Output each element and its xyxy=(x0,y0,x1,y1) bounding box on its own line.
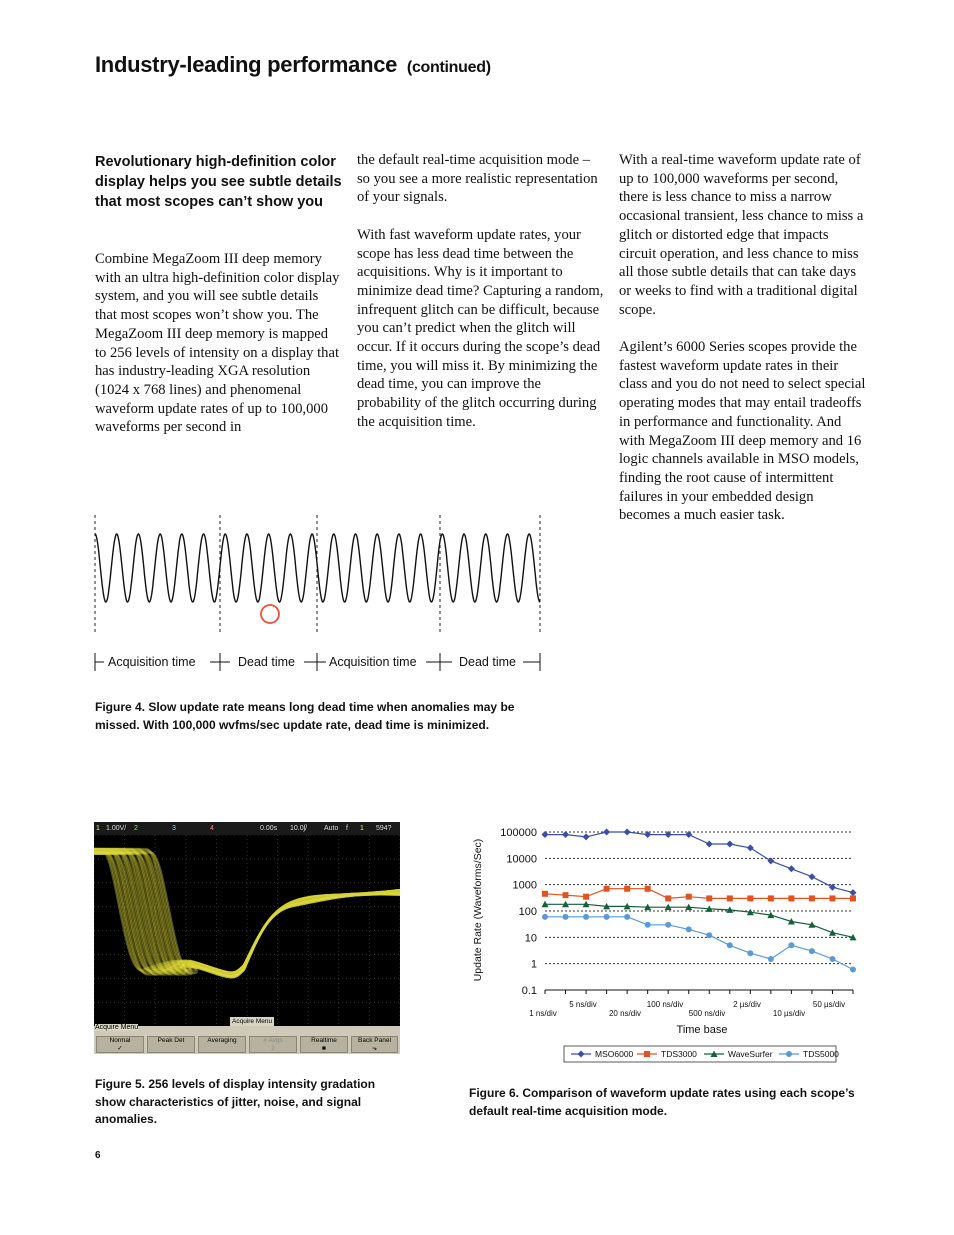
data-point xyxy=(604,886,610,892)
data-point xyxy=(850,889,857,896)
legend-label: TDS3000 xyxy=(661,1049,697,1059)
channel3-indicator: 3 xyxy=(172,825,176,832)
data-point xyxy=(726,841,733,848)
data-point xyxy=(542,914,548,920)
data-point xyxy=(727,895,733,901)
data-point xyxy=(644,1051,650,1057)
page-title-text: Industry-leading performance xyxy=(95,52,398,77)
figure4-caption: Figure 4. Slow update rate means long dead time when anomalies may be missed. With 100,000 wvfms/sec update rate, dead time is minimized. xyxy=(95,700,515,732)
channel2-indicator: 2 xyxy=(134,825,138,832)
y-tick-label: 100 xyxy=(518,906,537,918)
y-tick-label: 100000 xyxy=(500,827,537,839)
y-tick-label: 1000 xyxy=(512,879,537,892)
acquisition-time-label: Acquisition time xyxy=(329,655,417,669)
text-column-2 xyxy=(357,151,605,450)
trigger-mode: Auto xyxy=(324,825,339,832)
data-point xyxy=(829,929,836,936)
figure5-caption: Figure 5. 256 levels of display intensity gradation show characteristics of jitter, noise, and signal anomalies. xyxy=(95,1077,376,1126)
x-tick-label: 1 ns/div xyxy=(529,1009,557,1018)
x-tick-label: 5 ns/div xyxy=(569,1000,597,1009)
data-point xyxy=(665,922,671,928)
y-tick-label: 0.1 xyxy=(521,985,537,997)
legend-label: TDS5000 xyxy=(803,1049,839,1059)
button-label: Averaging xyxy=(207,1037,237,1044)
data-point xyxy=(786,1051,792,1057)
data-point xyxy=(583,894,589,900)
trigger-channel: 1 xyxy=(360,825,364,832)
figure4-diagram xyxy=(90,510,550,680)
data-point xyxy=(706,895,712,901)
data-point xyxy=(768,956,774,962)
button-label: Peak Det xyxy=(157,1037,185,1044)
num-avgs-button[interactable] xyxy=(249,1036,297,1053)
back-arrow-icon: ⬎ xyxy=(371,1045,378,1052)
data-point xyxy=(645,886,651,892)
data-point xyxy=(542,891,548,897)
data-point xyxy=(624,886,630,892)
data-point xyxy=(624,829,631,836)
x-tick-label: 50 µs/div xyxy=(812,1000,846,1009)
data-point xyxy=(850,895,856,901)
data-point xyxy=(706,932,712,938)
data-point xyxy=(808,873,815,880)
averaging-button[interactable] xyxy=(198,1036,246,1053)
update-rate-chart xyxy=(465,815,865,1070)
x-tick-label: 10 µs/div xyxy=(772,1009,806,1018)
data-point xyxy=(727,942,733,948)
series-line xyxy=(545,832,853,893)
data-point xyxy=(809,948,815,954)
data-point xyxy=(850,967,856,973)
data-point xyxy=(583,914,589,920)
y-tick-label: 1 xyxy=(530,958,537,971)
dead-time-label: Dead time xyxy=(238,655,295,669)
oscilloscope-screenshot xyxy=(94,822,400,1054)
paragraph: Combine MegaZoom III deep memory with an ultra high-definition color display system, and you will see subtle details that most scopes won’t show you. The MegaZoom III deep memory is mapped to 256 levels of intensity on a display that has industry-leading XGA resolution (1024 x 768 lines) and phenomenal waveform update rates of up to 100,000 waveforms per second in xyxy=(95,251,340,436)
data-point xyxy=(829,895,835,901)
text-column-3 xyxy=(619,151,867,544)
x-axis-label: Time base xyxy=(676,1024,728,1036)
data-point xyxy=(747,844,754,851)
page-number: 6 xyxy=(95,1150,101,1161)
menu-title: Acquire Menu xyxy=(95,1024,139,1031)
text-column-1 xyxy=(95,250,343,456)
button-label: Realtime xyxy=(311,1037,337,1044)
data-point xyxy=(624,914,630,920)
data-point xyxy=(809,895,815,901)
acquisition-time-label: Acquisition time xyxy=(108,655,196,669)
glitch-marker xyxy=(261,605,279,623)
series-line xyxy=(545,917,853,970)
trigger-level: 594? xyxy=(376,825,392,832)
page-title-suffix: (continued) xyxy=(406,59,491,76)
dead-time-label: Dead time xyxy=(459,655,516,669)
x-tick-label: 500 ns/div xyxy=(688,1009,726,1018)
button-label: # Avgs xyxy=(263,1037,283,1044)
y-axis-label: Update Rate (Waveforms/Sec) xyxy=(472,838,484,982)
y-tick-label: 10 xyxy=(524,932,537,945)
x-tick-label: 20 ns/div xyxy=(608,1009,642,1018)
data-point xyxy=(686,926,692,932)
normal-button[interactable] xyxy=(96,1036,144,1053)
trigger-edge: f xyxy=(346,825,348,832)
button-label: Normal xyxy=(109,1037,131,1044)
channel1-scale: 1.00V/ xyxy=(106,825,127,832)
check-icon: ✓ xyxy=(117,1045,123,1052)
back-panel-button[interactable] xyxy=(351,1036,398,1053)
sine-waveform xyxy=(95,534,540,602)
x-tick-label: 2 µs/div xyxy=(733,1000,761,1009)
series-line xyxy=(545,889,853,899)
scope-status-bar xyxy=(94,822,400,835)
data-point xyxy=(603,829,610,836)
scope-waveform-display xyxy=(94,835,400,1026)
paragraph: the default real-time acquisition mode – so you see a more realistic representation of your signals. xyxy=(357,152,598,206)
data-point xyxy=(788,942,794,948)
checkbox-icon: ■ xyxy=(322,1045,326,1052)
button-value: 2 xyxy=(271,1045,275,1052)
acquire-menu-bar xyxy=(94,1026,400,1054)
data-point xyxy=(788,865,795,872)
page-title xyxy=(95,52,491,78)
channel4-indicator: 4 xyxy=(210,825,214,832)
figure6-caption: Figure 6. Comparison of waveform update rates using each scope’s default real-time acquisition mode. xyxy=(469,1086,855,1118)
acquire-menu-popup: Acquire Menu xyxy=(232,1018,273,1025)
data-point xyxy=(747,950,753,956)
paragraph: Agilent’s 6000 Series scopes provide the fastest waveform update rates in their class and you do not need to select special operating modes that may entail tradeoffs in performance and functionality. And with MegaZoom III deep memory and 16 logic channels available in MSO models, finding the root cause of intermittent failures in your embedded design becomes a much easier task. xyxy=(619,339,866,524)
data-point xyxy=(788,895,794,901)
data-point xyxy=(706,841,713,848)
data-point xyxy=(747,895,753,901)
y-tick-label: 10000 xyxy=(506,853,537,866)
data-point xyxy=(583,833,590,840)
data-point xyxy=(665,895,671,901)
data-point xyxy=(768,895,774,901)
button-label: Back Panel xyxy=(358,1037,391,1044)
data-point xyxy=(542,831,549,838)
x-tick-label: 100 ns/div xyxy=(646,1000,684,1009)
time-scale: 10.0ʃ/ xyxy=(290,825,308,832)
channel1-indicator: 1 xyxy=(96,825,100,832)
paragraph: With a real-time waveform update rate of up to 100,000 waveforms per second, there is less chance to miss a narrow occasional transient, less chance to miss a glitch or distorted edge that impacts circuit operation, and less chance to miss all those subtle details that can take days or weeks to find with a traditional digital scope. xyxy=(619,152,864,318)
data-point xyxy=(562,831,569,838)
section-subheading: Revolutionary high-definition color display helps you see subtle details that most scopes can’t show you xyxy=(95,154,342,210)
time-offset: 0.00s xyxy=(260,825,278,832)
data-point xyxy=(563,892,569,898)
data-point xyxy=(604,914,610,920)
data-point xyxy=(686,894,692,900)
legend-label: MSO6000 xyxy=(595,1049,634,1059)
data-point xyxy=(563,914,569,920)
data-point xyxy=(645,922,651,928)
data-point xyxy=(829,956,835,962)
legend-label: WaveSurfer xyxy=(728,1049,773,1059)
paragraph: With fast waveform update rates, your scope has less dead time between the acquisitions. Why is it important to minimize dead time? Capturing a random, infrequent glitch can be difficult, because you can’t predict when the glitch will occur. If it occurs during the scope’s dead time, you will miss it. By minimizing the dead time, you can improve the probability of the glitch occurring during the acquisition time. xyxy=(357,226,604,430)
peak-det-button[interactable] xyxy=(147,1036,195,1053)
realtime-button[interactable] xyxy=(300,1036,348,1053)
